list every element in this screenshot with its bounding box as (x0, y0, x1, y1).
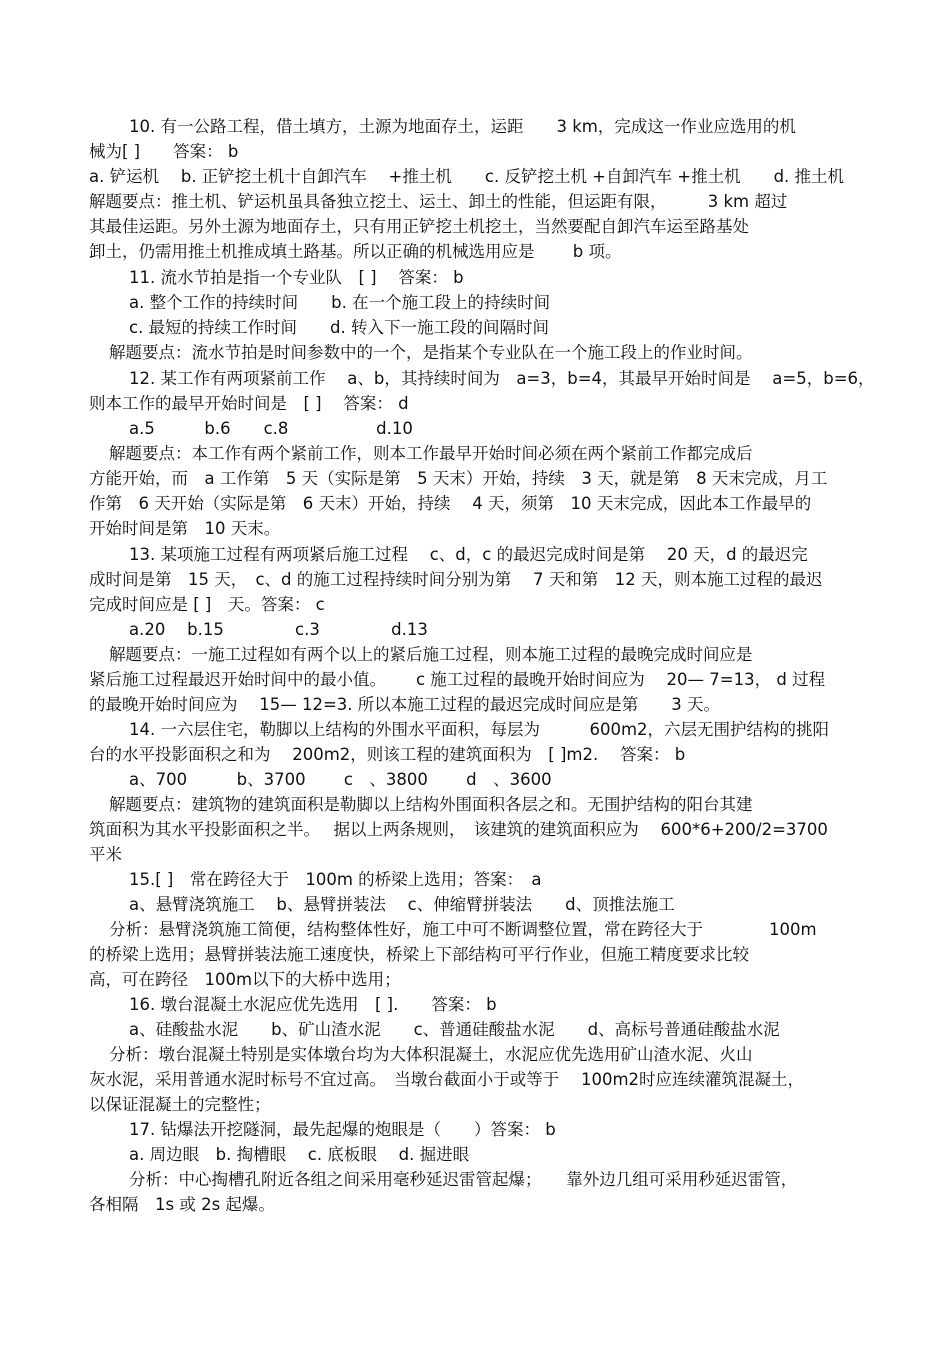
q16-analysis-line-1: 分析：墩台混凝土特别是实体墩台均为大体积混凝土，水泥应优先选用矿山渣水泥、火山 (109, 1045, 753, 1064)
q11-options-line-2: c. 最短的持续工作时间 d. 转入下一施工段的间隔时间 (129, 318, 550, 337)
q12-question-line-2: 则本工作的最早开始时间是 [ ] 答案： d (89, 394, 409, 413)
q11-analysis: 解题要点：流水节拍是时间参数中的一个，是指某个专业队在一个施工段上的作业时间。 (109, 343, 753, 362)
q10-analysis-line-3: 卸土，仍需用推土机推成填土路基。所以正确的机械选用应是 b 项。 (89, 242, 622, 261)
q16-analysis-line-3: 以保证混凝土的完整性； (89, 1095, 271, 1114)
q14-analysis-line-3: 平米 (89, 845, 122, 864)
q12-analysis-line-2: 方能开始，而 a 工作第 5 天（实际是第 5 天末）开始，持续 3 天，就是第 8 天末完成，月工 (89, 469, 828, 488)
q13-analysis-line-2: 紧后施工过程最迟开始时间中的最小值。 c 施工过程的最晚开始时间应为 20— 7=13， d 过程 (89, 670, 826, 689)
q15-analysis-line-2: 的桥梁上选用；悬臂拼装法施工速度快，桥梁上下部结构可平行作业，但施工精度要求比较 (89, 945, 749, 964)
q12-analysis-line-1: 解题要点：本工作有两个紧前工作，则本工作最早开始时间必须在两个紧前工作都完成后 (109, 444, 753, 463)
q11-question: 11. 流水节拍是指一个专业队 [ ] 答案： b (129, 268, 464, 287)
q11-options-line-1: a. 整个工作的持续时间 b. 在一个施工段上的持续时间 (129, 293, 551, 312)
q10-analysis-line-1: 解题要点：推土机、铲运机虽具备独立挖土、运土、卸土的性能，但运距有限， 3 km 超过 (89, 192, 788, 211)
q17-analysis-line-2: 各相隔 1s 或 2s 起爆。 (89, 1195, 275, 1214)
q13-analysis-line-1: 解题要点：一施工过程如有两个以上的紧后施工过程，则本施工过程的最晚完成时间应是 (109, 645, 753, 664)
q12-options: a.5 b.6 c.8 d.10 (129, 419, 413, 438)
q17-analysis-line-1: 分析：中心掏槽孔附近各组之间采用毫秒延迟雷管起爆； 靠外边几组可采用秒延迟雷管， (129, 1170, 798, 1189)
q13-analysis-line-3: 的最晚开始时间应为 15— 12=3. 所以本施工过程的最迟完成时间应是第 3 天。 (89, 695, 721, 714)
q15-options: a、悬臂浇筑施工 b、悬臂拼装法 c、伸缩臂拼装法 d、顶推法施工 (129, 895, 675, 914)
q15-analysis-line-3: 高，可在跨径 100m以下的大桥中选用； (89, 970, 401, 989)
q12-analysis-line-4: 开始时间是第 10 天末。 (89, 519, 281, 538)
q13-question-line-1: 13. 某项施工过程有两项紧后施工过程 c、d，c 的最迟完成时间是第 20 天，d 的最迟完 (129, 545, 808, 564)
q14-analysis-line-1: 解题要点：建筑物的建筑面积是勒脚以上结构外围面积各层之和。无围护结构的阳台其建 (109, 795, 753, 814)
q15-question: 15.[ ] 常在跨径大于 100m 的桥梁上选用；答案： a (129, 870, 542, 889)
q13-question-line-2: 成时间是第 15 天， c、d 的施工过程持续时间分别为第 7 天和第 12 天，则本施工过程的最迟 (89, 570, 823, 589)
q16-analysis-line-2: 灰水泥，采用普通水泥时标号不宜过高。 当墩台截面小于或等于 100m2时应连续灌筑混凝土， (89, 1070, 805, 1089)
q12-question-line-1: 12. 某工作有两项紧前工作 a、b，其持续时间为 a=3，b=4，其最早开始时间是 a=5，b=6， (129, 369, 875, 388)
q10-analysis-line-2: 其最佳运距。另外土源为地面存土，只有用正铲挖土机挖土，当然要配自卸汽车运至路基处 (89, 217, 749, 236)
q15-analysis-line-1: 分析：悬臂浇筑施工简便，结构整体性好，施工中可不断调整位置，常在跨径大于 100m (109, 920, 817, 939)
q14-analysis-line-2: 筑面积为其水平投影面积之半。 据以上两条规则， 该建筑的建筑面积应为 600*6+200/2=3700 (89, 820, 828, 839)
q14-options: a、700 b、3700 c 、3800 d 、3600 (129, 770, 552, 789)
q14-question-line-1: 14. 一六层住宅，勒脚以上结构的外围水平面积，每层为 600m2，六层无围护结构的挑阳 (129, 720, 830, 739)
q16-question: 16. 墩台混凝土水泥应优先选用 [ ]. 答案： b (129, 995, 497, 1014)
q17-options: a. 周边眼 b. 掏槽眼 c. 底板眼 d. 掘进眼 (129, 1145, 470, 1164)
q13-question-line-3: 完成时间应是 [ ] 天。答案： c (89, 595, 325, 614)
q10-question-line-1: 10. 有一公路工程，借土填方，土源为地面存土，运距 3 km，完成这一作业应选用的机 (129, 117, 796, 136)
q13-options: a.20 b.15 c.3 d.13 (129, 620, 428, 639)
q16-options: a、硅酸盐水泥 b、矿山渣水泥 c、普通硅酸盐水泥 d、高标号普通硅酸盐水泥 (129, 1020, 780, 1039)
q14-question-line-2: 台的水平投影面积之和为 200m2，则该工程的建筑面积为 [ ]m2. 答案： b (89, 745, 686, 764)
q10-options: a. 铲运机 b. 正铲挖土机十自卸汽车 +推土机 c. 反铲挖土机 +自卸汽车 +推土机 d. 推土机 (89, 167, 845, 186)
q17-question: 17. 钻爆法开挖隧洞，最先起爆的炮眼是（ ）答案： b (129, 1120, 556, 1139)
q10-question-line-2: 械为[ ] 答案： b (89, 142, 239, 161)
q12-analysis-line-3: 作第 6 天开始（实际是第 6 天末）开始，持续 4 天，须第 10 天末完成，因此本工作最早的 (89, 494, 812, 513)
